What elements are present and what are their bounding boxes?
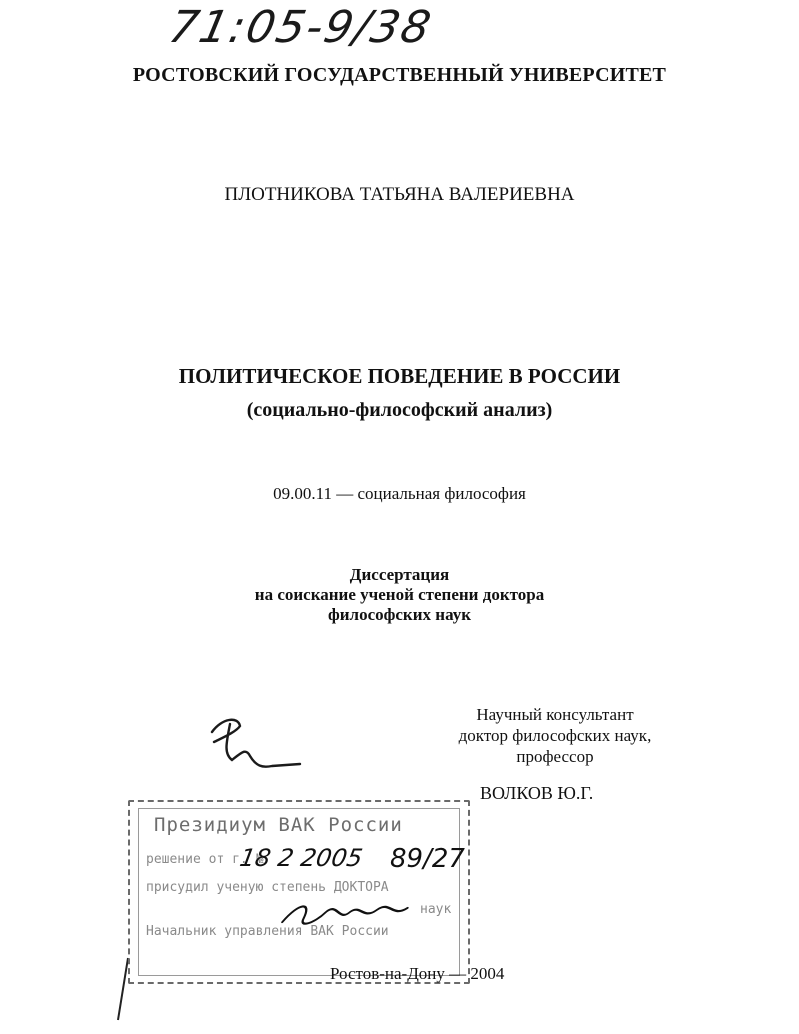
stamp-sciences-line: наук	[420, 902, 452, 917]
advisor-line-1: Научный консультант	[476, 705, 634, 724]
vak-stamp	[128, 800, 470, 984]
place-and-year: Ростов-на-Дону — 2004	[330, 964, 505, 983]
catalog-number: 71:05-9/38	[164, 2, 437, 53]
margin-stroke	[118, 958, 128, 1020]
stamp-title: Президиум ВАК России	[154, 814, 403, 836]
degree-line-2: на соискание ученой степени доктора	[254, 585, 545, 604]
stamp-date: 18 2 2005	[237, 844, 365, 872]
university-name: РОСТОВСКИЙ ГОСУДАРСТВЕННЫЙ УНИВЕРСИТЕТ	[132, 64, 667, 86]
advisor-name: ВОЛКОВ Ю.Г.	[480, 783, 594, 803]
specialty-code: 09.00.11 — социальная философия	[273, 484, 526, 503]
dissertation-title: ПОЛИТИЧЕСКОЕ ПОВЕДЕНИЕ В РОССИИ	[178, 364, 621, 388]
stamp-degree-line: присудил ученую степень ДОКТОРА	[146, 880, 389, 895]
stamp-chief-line: Начальник управления ВАК России	[146, 924, 389, 939]
advisor-line-2: доктор философских наук,	[458, 726, 652, 745]
dissertation-subtitle: (социально-философский анализ)	[246, 399, 553, 421]
advisor-line-3: профессор	[516, 747, 594, 766]
degree-line-1: Диссертация	[349, 565, 450, 584]
author-name: ПЛОТНИКОВА ТАТЬЯНА ВАЛЕРИЕВНА	[224, 184, 575, 205]
signature-mark	[212, 720, 300, 767]
stamp-number: 89/27	[390, 844, 465, 874]
degree-line-3: философских наук	[327, 605, 471, 624]
stamp-decision-line: решение от г. №	[146, 852, 264, 867]
